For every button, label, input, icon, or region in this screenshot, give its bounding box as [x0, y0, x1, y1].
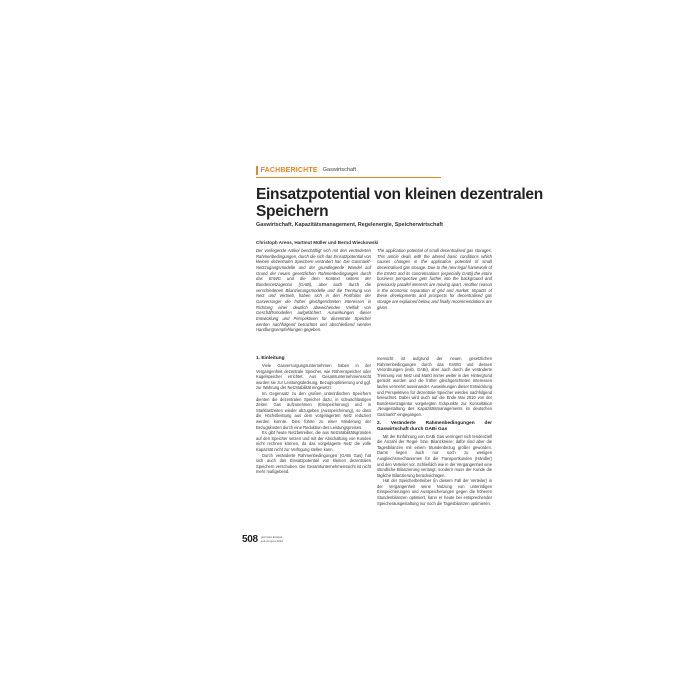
body-paragraph-continued: mensicht ist aufgrund der neuen gesetzlichen Rahmenbedingungen durch das EnWG und dessen Verordnungen (insb. GABi), aber auch durch die veränderte Trennung von Netz und Markt immer weiter in den Hintergrund gerückt worden und die früher gleichgerichteten Interessen laufen vermehrt auseinander. Auswirkungen dieser Entwicklung und Perspektiven für dezentrale Speicher werden nachfolgend beleuchtet. Dabei wird auch auf die Ende Mai 2010 von der Bundesnetzagentur vorgelegten Eckpunkte zur Konsultation „Neugestaltung des Kapazitätsmanagements im deutschen Gasmarkt“ eingegangen.	[377, 356, 492, 417]
article-keywords: Gaswirtschaft, Kapazitätsmanagement, Regelenergie, Speicherwirtschaft	[256, 222, 443, 228]
body-paragraph: Es gibt heute Netzbetreiber, die aus Netzstabilitätsgründen auf den Speicher setzen und mit der Abschaltung von Kunden nicht rechnen können, da das vorgelagerte Netz die volle Kapazität nicht zur Verfügung stellen kann.	[256, 430, 371, 452]
journal-title: gwf-Gas Erdgas	[260, 534, 283, 539]
body-paragraph: Durch veränderte Rahmenbedingungen (GABi Gas) hat sich auch das Einsatzpotential von kleinen dezentralen Speichern verschoben. Die Gesamtunternehmenssicht ist nicht mehr maßgebend.	[256, 452, 371, 475]
section-heading-framework: 2. Veränderte Rahmenbedingungen der Gaswirtschaft durch GABi Gas	[377, 420, 492, 432]
journal-name	[261, 536, 283, 543]
abstract-english: The application potential of small decentralised gas storages. This article deals with the altered basic conditions which causes changes in the application potential of small decentralised gas storage. Due to the new legal framework of the EnWG and its concretisations (especially GABi) the entire business perspective gets further into the background and previously parallel interests are moving apart. Another reason is the economic separation of grid and market. Impacts of these developments and prospects for decentralised gas storage are explained below, and finally recommendations are given.	[377, 248, 492, 310]
body-paragraph: Viele Gasversorgungsunternehmen haben in der Vergangenheit dezentrale Speicher, wie Röhrenspeicher oder Kugelspeicher errichtet. Aus Gesamtunternehmenssicht wurden sie zur Leistungsdeckung, Bezugsoptimierung und ggf. zur Wahrung der Netzstabilität eingesetzt.	[256, 363, 371, 391]
section-rubric	[256, 164, 356, 176]
rubric-accent-bar	[256, 166, 258, 175]
rubric-divider	[256, 177, 441, 178]
body-paragraph: Mit der Einführung von GABi Gas verringert sich tendenziell die Anzahl der Regel- bzw. Bilanzkreise; dafür sind aber die Tagesbilanzen mit einem Stundenbezug größer geworden. Damit liegen auch nur noch zu wenigen Ausgleichsmechanismen für die Transportkunden (Händler) und den Verteiler vor. Schließlich wie in der Vergangenheit eine stündliche Bilanzierung verlangt, sondern muss der Kunde die tägliche Bilanzierung berücksichtigen.	[377, 433, 492, 478]
article-authors: Christoph Arens, Hartmut Müller und Bernd Wieckowski	[256, 240, 379, 245]
body-paragraph: Im Gegensatz zu den großen unterirdischen Speichern dienten die dezentralen Speicher dazu, in schwachlastigen Zeiten Gas aufzunehmen (Einspeicherung) und in Starklastzeiten wieder abzugeben (Ausspeicherung), so dass die Höchstleistung aus dem vorgelagerten Netz reduziert werden konnte. Dies führte zu einer Minderung der Bezugskosten durch eine Reduktion des Leistungspreises.	[256, 390, 371, 430]
rubric-subsection: Gaswirtschaft	[322, 167, 357, 173]
page-folio	[242, 534, 283, 545]
body-column-right	[377, 356, 492, 506]
page-number: 508	[242, 534, 258, 545]
rubric-section: FACHBERICHTE	[260, 166, 318, 174]
body-column-left	[256, 356, 371, 475]
abstract-german: Der vorliegende Artikel beschäftigt sich mit den veränderten Rahmenbedingungen, durch die sich das Einsatzpotential von kleinen dezentralen Speichern verändert hat. Die Gasmarkt-Netzzugangsmodelle und der grundlegende Wandel auf Grund der neuen gesetzlichen Rahmenbedingungen durch das EnWG und die dem Kontext seitens der Bundesnetzagentur (GABi), aber auch durch die verschiedenen Bilanzierungsmodelle und die Trennung von Netz und Vertrieb, haben sich in den Portfolios der Gasversorger die früher gleichgerichteten Interessen in Richtung einer deutlich abweichenden Vielfalt von Geschäftsmodellen aufgefächert. Auswirkungen dieser Entwicklung und Perspektiven für dezentrale Speicher werden nachfolgend betrachtet und abschließend werden Handlungsempfehlungen gegeben.	[256, 248, 371, 333]
journal-issue: Juli-August 2010	[260, 538, 284, 543]
section-heading-introduction: 1. Einleitung	[256, 356, 285, 361]
body-paragraph: Hat der Speicherbetreiber (in diesem Fall der Verteiler) in der Vergangenheit seine Nutzung von unterirdigen Einspeicherungen und Ausspeicherungen gegen die höheren Stundenbilanzen optimiert, kann er heute bei entsprechender Speicherausgestaltung nur noch die Tagesbilanzen optimieren.	[377, 478, 492, 506]
article-title: Einsatzpotential von kleinen dezentralen Speichern	[256, 186, 543, 220]
